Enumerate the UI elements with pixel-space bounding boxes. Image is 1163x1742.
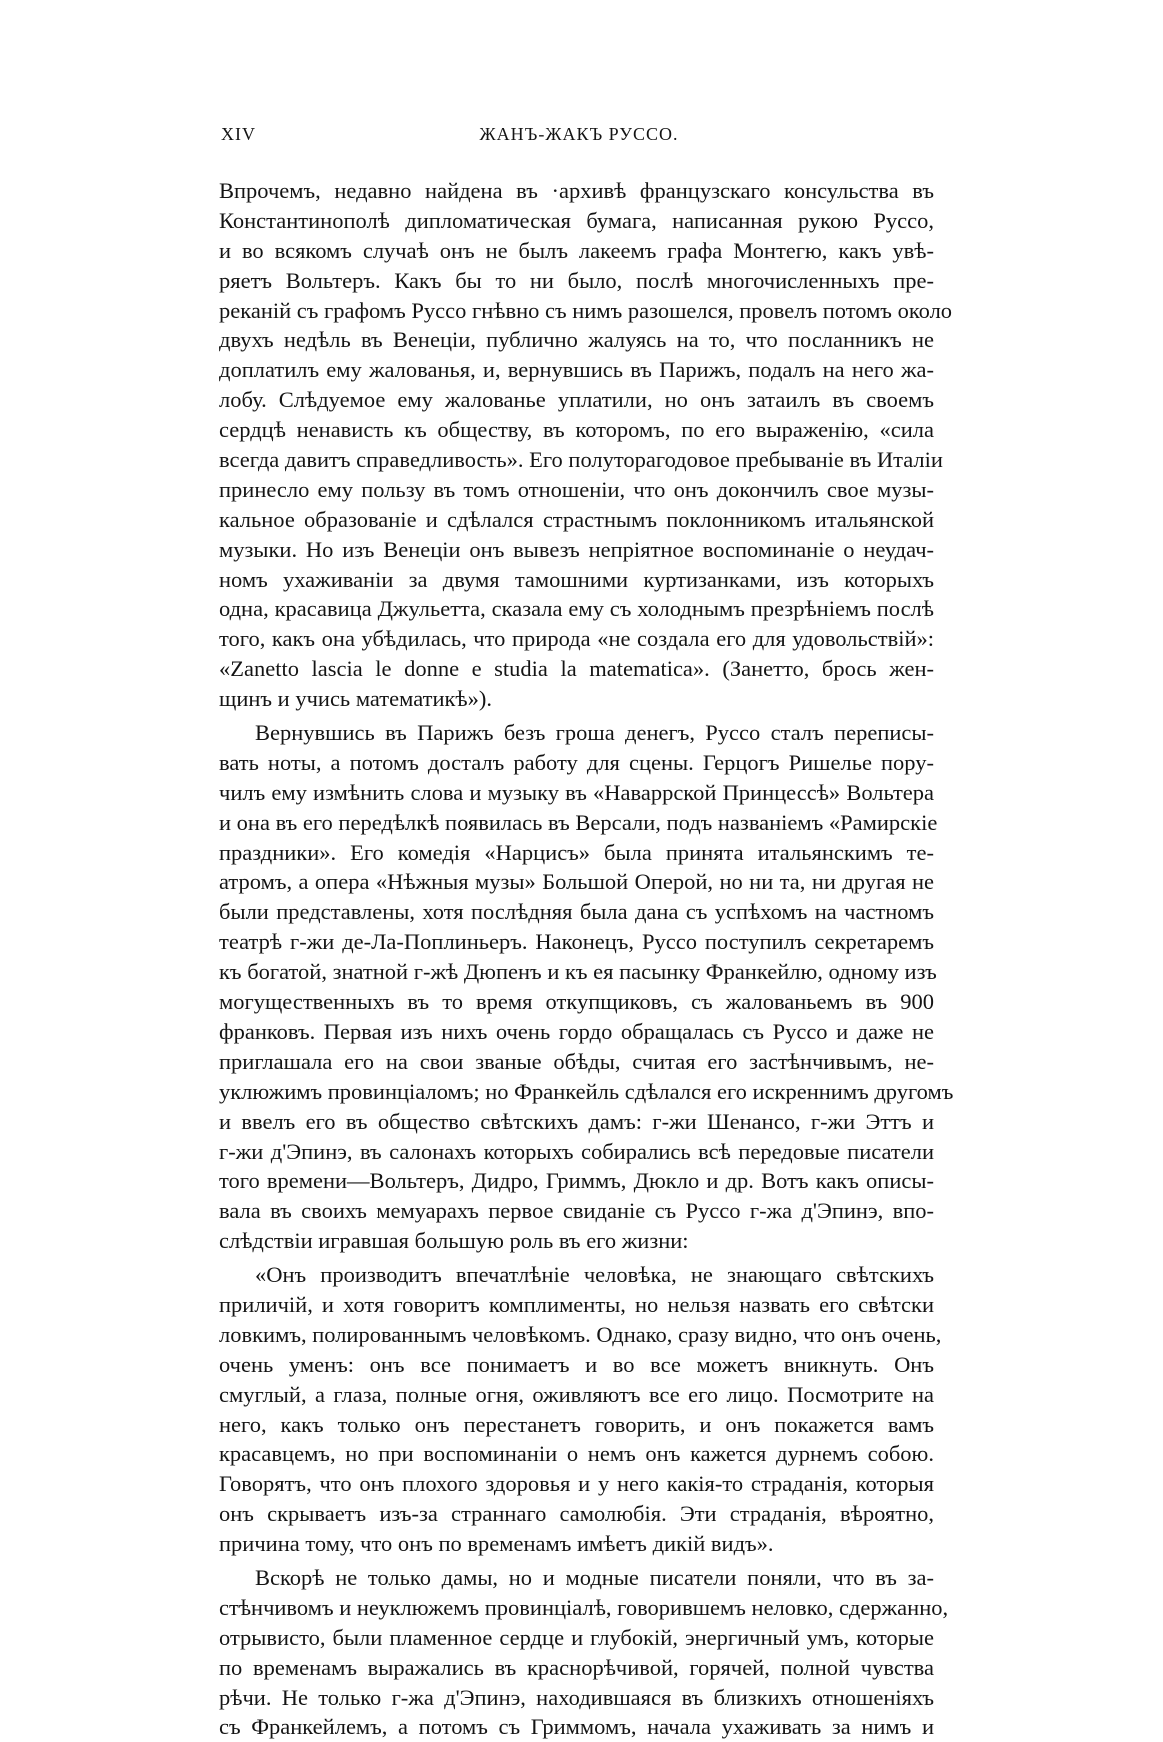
text-line: Константинополѣ дипломатическая бумага, написанная рукою Руссо, [219, 207, 934, 233]
text-line: могущественныхъ въ то время откупщиковъ, съ жалованьемъ въ 900 [219, 989, 934, 1015]
text-line: слѣдствіи игравшая большую роль въ его жизни: [219, 1228, 689, 1254]
text-line: отрывисто, были пламенное сердце и глубокій, энергичный умъ, которые [219, 1624, 934, 1650]
text-line: ловкимъ, полированнымъ человѣкомъ. Однако, сразу видно, что онъ очень, [219, 1321, 942, 1347]
text-line: того времени—Вольтеръ, Дидро, Гриммъ, Дюкло и др. Вотъ какъ описы- [219, 1168, 934, 1194]
text-line: приличій, и хотя говоритъ комплименты, но нельзя назвать его свѣтски [219, 1291, 934, 1317]
page-body [219, 176, 954, 1742]
text-line: щинъ и учись математикѣ»). [219, 686, 492, 712]
paragraph [219, 1563, 949, 1742]
text-line: приглашала его на свои званые обѣды, считая его застѣнчивымъ, не- [219, 1048, 934, 1074]
text-line: кальное образованіе и сдѣлался страстнымъ поклонникомъ итальянской [219, 506, 934, 532]
text-line: г-жи д'Эпинэ, въ салонахъ которыхъ собирались всѣ передовые писатели [219, 1138, 934, 1164]
text-line: вала въ своихъ мемуарахъ первое свиданіе съ Руссо г-жа д'Эпинэ, впо- [219, 1198, 934, 1224]
text-line: сердцѣ ненависть къ обществу, въ которомъ, по его выраженію, «сила [219, 417, 934, 443]
text-line: Впрочемъ, недавно найдена въ ·архивѣ французскаго консульства въ [219, 178, 934, 203]
text-line: были представлены, хотя послѣдняя была дана съ успѣхомъ на частномъ [219, 899, 934, 925]
text-line: того, какъ она убѣдилась, что природа «не создала его для удовольствій»: [219, 626, 934, 652]
text-line: красавцемъ, но при воспоминаніи о немъ онъ кажется дурнемъ собою. [219, 1441, 934, 1467]
paragraph [219, 176, 953, 714]
text-line: «Онъ производитъ впечатлѣніе человѣка, не знающаго свѣтскихъ [255, 1262, 934, 1288]
text-line: принесло ему пользу въ томъ отношеніи, что онъ докончилъ свое музы- [219, 476, 934, 502]
page-header [219, 124, 939, 150]
text-line: доплатилъ ему жалованья, и, вернувшись въ Парижъ, подалъ на него жа- [219, 357, 934, 383]
text-line: рѣчи. Не только г-жа д'Эпинэ, находившаяся въ близкихъ отношеніяхъ [219, 1684, 934, 1710]
text-line: и во всякомъ случаѣ онъ не былъ лакеемъ графа Монтегю, какъ увѣ- [219, 237, 934, 263]
text-line: смуглый, а глаза, полные огня, оживляютъ все его лицо. Посмотрите на [219, 1381, 934, 1407]
text-line: франковъ. Первая изъ нихъ очень гордо обращалась съ Руссо и даже не [219, 1018, 934, 1044]
text-line: съ Франкейлемъ, а потомъ съ Гриммомъ, начала ухаживать за нимъ и [219, 1714, 934, 1740]
text-line: реканій съ графомъ Руссо гнѣвно съ нимъ разошелся, провелъ потомъ около [219, 297, 953, 323]
text-line: «Zanetto lascia le donne e studia la matematica». (Занетто, брось жен- [219, 656, 934, 682]
text-line: атромъ, а опера «Нѣжныя музы» Большой Оперой, но ни та, ни другая не [219, 869, 934, 895]
text-line: причина тому, что онъ по временамъ имѣетъ дикій видъ». [219, 1531, 774, 1557]
text-line: и она въ его передѣлкѣ появилась въ Версали, подъ названіемъ «Рамирскіе [219, 809, 938, 835]
text-line: музыки. Но изъ Венеціи онъ вывезъ непріятное воспоминаніе о неудач- [219, 536, 934, 562]
text-line: всегда давитъ справедливость». Его полуторагодовое пребываніе въ Италіи [219, 447, 943, 473]
text-line: къ богатой, знатной г-жѣ Дюпенъ и къ ея пасынку Франкейлю, одному изъ [219, 959, 937, 985]
paragraphs [219, 176, 954, 1742]
text-line: Говорятъ, что онъ плохого здоровья и у него какія-то страданія, которыя [219, 1471, 934, 1497]
paragraph [219, 1260, 942, 1559]
text-line: ряетъ Вольтеръ. Какъ бы то ни было, послѣ многочисленныхъ пре- [219, 267, 934, 293]
text-line: очень уменъ: онъ все понимаетъ и во все можетъ вникнуть. Онъ [219, 1351, 934, 1377]
text-line: номъ ухаживаніи за двумя тамошними куртизанками, изъ которыхъ [219, 566, 934, 592]
text-line: чилъ ему измѣнить слова и музыку въ «Наваррской Принцессѣ» Вольтера [219, 779, 934, 805]
text-line: праздники». Его комедія «Нарцисъ» была принята итальянскимъ те- [219, 839, 934, 865]
text-line: стѣнчивомъ и неуклюжемъ провинціалѣ, говорившемъ неловко, сдержанно, [219, 1594, 949, 1620]
text-line: него, какъ только онъ перестанетъ говорить, и онъ покажется вамъ [219, 1411, 934, 1437]
text-line: Вернувшись въ Парижъ безъ гроша денегъ, Руссо сталъ переписы- [255, 720, 934, 746]
text-line: по временамъ выражались въ краснорѣчивой, горячей, полной чувства [219, 1654, 934, 1680]
text-line: уклюжимъ провинціаломъ; но Франкейль сдѣлался его искреннимъ другомъ [219, 1078, 954, 1104]
text-line: онъ скрываетъ изъ-за страннаго самолюбія. Эти страданія, вѣроятно, [219, 1501, 934, 1527]
text-line: и ввелъ его въ общество свѣтскихъ дамъ: г-жи Шенансо, г-жи Эттъ и [219, 1108, 934, 1134]
paragraph [219, 718, 954, 1256]
running-title: ЖАНЪ-ЖАКЪ РУССО. [479, 124, 679, 144]
page-number: XIV [221, 124, 256, 144]
text-line: лобу. Слѣдуемое ему жалованье уплатили, но онъ затаилъ въ своемъ [219, 387, 934, 413]
text-line: двухъ недѣль въ Венеціи, публично жалуясь на то, что посланникъ не [219, 327, 934, 353]
text-line: театрѣ г-жи де-Ла-Поплиньеръ. Наконецъ, Руссо поступилъ секретаремъ [219, 929, 934, 955]
text-line: вать ноты, а потомъ досталъ работу для сцены. Герцогъ Ришелье пору- [219, 749, 934, 775]
text-line: одна, красавица Джульетта, сказала ему съ холоднымъ презрѣніемъ послѣ [219, 596, 934, 622]
text-line: Вскорѣ не только дамы, но и модные писатели поняли, что въ за- [255, 1564, 934, 1590]
